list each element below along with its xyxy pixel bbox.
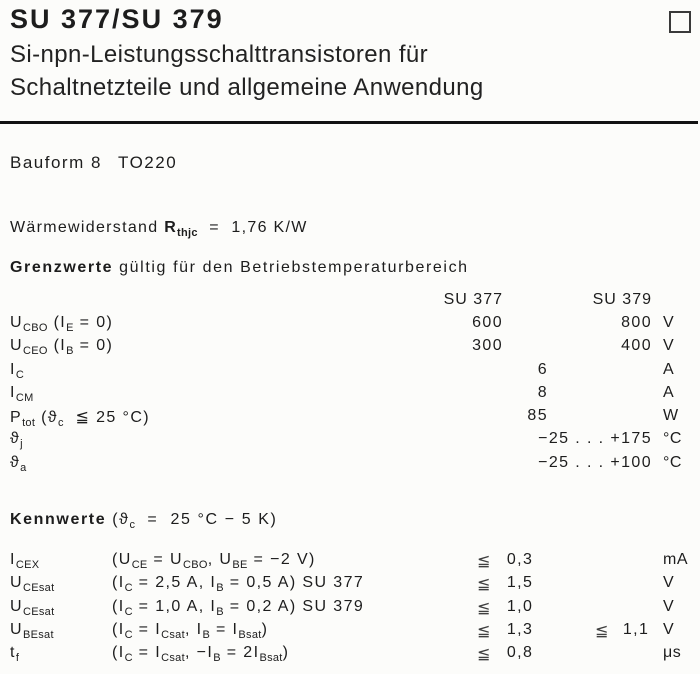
- less-equal-icon: ≦: [477, 622, 492, 640]
- unit-label: V: [663, 574, 675, 592]
- grenzwerte-row: [0, 384, 700, 407]
- parameter-symbol: $I_C$: [10, 360, 25, 381]
- limit-value-1: ≦ 0,3: [477, 551, 534, 570]
- parameter-symbol: $t_f$: [10, 644, 20, 665]
- package-name: TO220: [118, 153, 178, 172]
- limit-value-1: ≦ 1,5: [477, 574, 534, 594]
- value-shared: 85: [527, 407, 548, 425]
- value-su379: 800: [621, 314, 652, 331]
- parameter-symbol: $U_{CEsat}$: [10, 597, 55, 618]
- subtitle-line-1: Si-npn-Leistungsschalttransistoren für: [10, 41, 429, 68]
- unit-label: A: [663, 360, 675, 378]
- parameter-symbol: $U_{CEO}$ $(I_B = 0)$: [10, 337, 114, 358]
- kennwerte-row: [0, 574, 700, 597]
- grenzwerte-row: [0, 407, 700, 430]
- value-shared: 8: [537, 383, 548, 401]
- parameter-symbol: $P_{tot}$ ($ϑ_c$ ≦ 25 °C): [10, 409, 151, 430]
- header-divider: [0, 121, 698, 124]
- column-header-su377: SU 377: [443, 291, 503, 308]
- grenzwerte-row: [0, 337, 700, 360]
- unit-label: V: [663, 314, 675, 331]
- less-equal-icon: ≦: [477, 553, 492, 570]
- unit-label: mA: [663, 551, 688, 568]
- parameter-symbol: $U_{CBO}$ $(I_E = 0)$: [10, 314, 114, 334]
- unit-label: °C: [663, 453, 682, 471]
- grenzwerte-heading: Grenzwerte gültig für den Betriebstemperaturbereich: [10, 259, 469, 276]
- parameter-symbol: $U_{BEsat}$: [10, 620, 54, 641]
- subtitle-line-2: Schaltnetzteile und allgemeine Anwendung: [10, 74, 484, 101]
- limit-value-1: ≦ 0,8: [477, 644, 534, 664]
- value-su379: −25 . . . +175: [538, 430, 652, 448]
- kennwerte-row: [0, 598, 700, 621]
- thermal-resistance-line: Wärmewiderstand $R_{thjc} = 1,76$ K/W: [10, 219, 308, 239]
- value-su377: 600: [472, 314, 503, 331]
- grenzwerte-row: [0, 314, 700, 337]
- bauform-label: Bauform 8: [10, 153, 102, 172]
- grenzwerte-row: [0, 361, 700, 384]
- limit-value-2: ≦ 1,1: [595, 620, 650, 640]
- column-header-su379: SU 379: [592, 291, 652, 308]
- grenzwerte-column-headers: [0, 291, 700, 311]
- less-equal-icon: ≦: [477, 599, 492, 617]
- test-condition: ($I_C = I_{Csat}$, $I_B = I_{Bsat}$): [112, 620, 269, 641]
- value-su377: 300: [472, 337, 503, 355]
- test-condition: ($I_C = 1,0$ A, $I_B = 0,2$ A) SU 379: [112, 597, 365, 618]
- parameter-symbol: $ϑ_j$: [10, 430, 23, 451]
- unit-label: A: [663, 383, 675, 401]
- value-su379: 400: [621, 337, 652, 355]
- kennwerte-table: [0, 551, 700, 667]
- unit-label: μs: [663, 644, 682, 662]
- test-condition: ($U_{CE} = U_{CBO}$, $U_{BE} = -2$ V): [112, 551, 316, 571]
- kennwerte-row: [0, 644, 700, 667]
- parameter-symbol: $I_{CM}$: [10, 383, 34, 404]
- unit-label: °C: [663, 430, 682, 448]
- kennwerte-row: [0, 551, 700, 574]
- less-equal-icon: ≦: [595, 622, 610, 640]
- test-condition: ($I_C = 2,5$ A, $I_B = 0,5$ A) SU 377: [112, 574, 365, 595]
- unit-label: V: [663, 620, 675, 638]
- less-equal-icon: ≦: [477, 576, 492, 594]
- kennwerte-heading: Kennwerte ($ϑ_c = 25$ °C − 5 K): [10, 511, 278, 531]
- grenzwerte-table: [0, 314, 700, 477]
- corner-square-icon: [669, 11, 691, 33]
- unit-label: V: [663, 337, 675, 355]
- limit-value-1: ≦ 1,3: [477, 620, 534, 640]
- value-shared: 6: [537, 360, 548, 378]
- grenzwerte-row: [0, 430, 700, 453]
- limit-value-1: ≦ 1,0: [477, 597, 534, 617]
- grenzwerte-row: [0, 454, 700, 477]
- less-equal-icon: ≦: [477, 646, 492, 664]
- kennwerte-row: [0, 621, 700, 644]
- unit-label: V: [663, 597, 675, 615]
- value-su379: −25 . . . +100: [538, 453, 652, 471]
- parameter-symbol: $ϑ_a$: [10, 453, 27, 474]
- unit-label: W: [663, 407, 679, 425]
- parameter-symbol: $I_{CEX}$: [10, 551, 40, 571]
- test-condition: ($I_C = I_{Csat}$, $-I_B = 2I_{Bsat}$): [112, 644, 290, 665]
- parameter-symbol: $U_{CEsat}$: [10, 574, 55, 595]
- page-title: SU 377/SU 379: [10, 4, 224, 34]
